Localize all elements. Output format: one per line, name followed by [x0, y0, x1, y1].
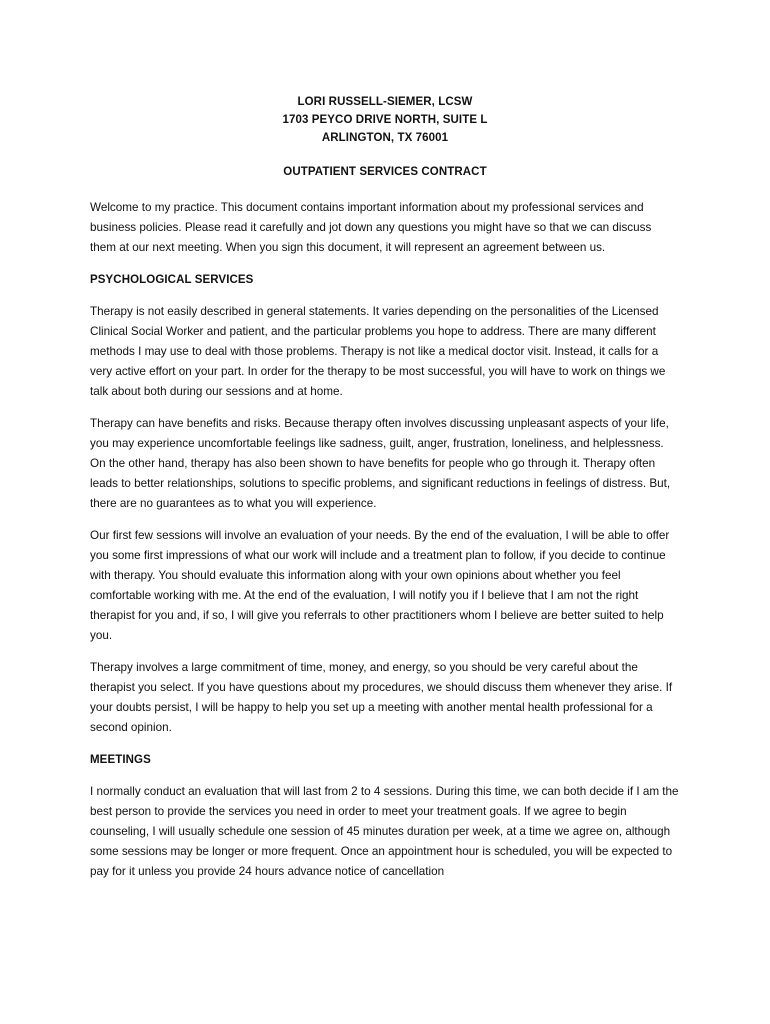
letterhead [90, 93, 680, 147]
document-title: OUTPATIENT SERVICES CONTRACT [283, 166, 487, 178]
psych-paragraph-1: Therapy is not easily described in general statements. It varies depending on the personalities of the Licensed Clinical Social Worker and patient, and the particular problems you hope to address. There are many different methods I may use to deal with those problems. Therapy is not like a medical doctor visit. Instead, it calls for a very active effort on your part. In order for the therapy to be most successful, you will have to work on things we talk about both during our sessions and at home. [90, 305, 666, 398]
practice-city: ARLINGTON, TX 76001 [321, 132, 449, 144]
welcome-paragraph: Welcome to my practice. This document contains important information about my professional services and business policies. Please read it carefully and jot down any questions you might have so that we can discuss them at our next meeting. When you sign this document, it will represent an agreement between us. [90, 201, 652, 254]
psych-paragraph-3: Our first few sessions will involve an evaluation of your needs. By the end of the evaluation, I will be able to offer you some first impressions of what our work will include and a treatment plan to follow, if you decide to continue with therapy. You should evaluate this information along with your own opinions about whether you feel comfortable working with me. At the end of the evaluation, I will notify you if I believe that I am not the right therapist for you and, if so, I will give you referrals to other practitioners whom I believe are better suited to help you. [90, 529, 670, 642]
document-page [90, 93, 680, 882]
psych-paragraph-4: Therapy involves a large commitment of time, money, and energy, so you should be very careful about the therapist you select. If you have questions about my procedures, we should discuss them whenever they arise. If your doubts persist, I will be happy to help you set up a meeting with another mental health professional for a second opinion. [90, 661, 673, 734]
psych-paragraph-2: Therapy can have benefits and risks. Because therapy often involves discussing unpleasant aspects of your life, you may experience uncomfortable feelings like sadness, guilt, anger, frustration, loneliness, and helplessness. On the other hand, therapy has also been shown to have benefits for people who go through it. Therapy often leads to better relationships, solutions to specific problems, and significant reductions in feelings of distress. But, there are no guarantees as to what you will experience. [90, 417, 671, 510]
section-heading-psychological-services: PSYCHOLOGICAL SERVICES [90, 274, 254, 286]
practitioner-name: LORI RUSSELL-SIEMER, LCSW [297, 96, 473, 108]
meetings-paragraph-1: I normally conduct an evaluation that will last from 2 to 4 sessions. During this time, we can both decide if I am the best person to provide the services you need in order to meet your treatment goals. If we agree to begin counseling, I will usually schedule one session of 45 minutes duration per week, at a time we agree on, although some sessions may be longer or more frequent. Once an appointment hour is scheduled, you will be expected to pay for it unless you provide 24 hours advance notice of cancellation [90, 785, 679, 878]
practice-address: 1703 PEYCO DRIVE NORTH, SUITE L [282, 114, 488, 126]
section-heading-meetings: MEETINGS [90, 754, 151, 766]
